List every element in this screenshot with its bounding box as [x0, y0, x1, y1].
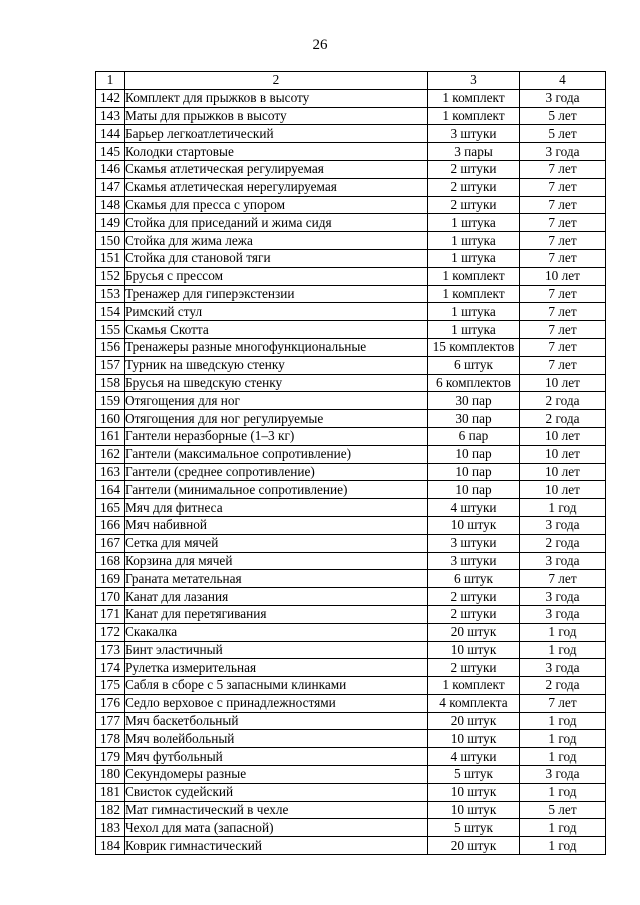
item-quantity: 3 штуки — [428, 125, 520, 143]
table-row — [96, 499, 606, 517]
item-name: Скакалка — [125, 623, 428, 641]
table-row — [96, 481, 606, 499]
row-number: 161 — [96, 427, 125, 445]
row-number: 176 — [96, 694, 125, 712]
item-service-life: 7 лет — [520, 285, 606, 303]
row-number: 157 — [96, 356, 125, 374]
item-service-life: 7 лет — [520, 178, 606, 196]
item-name: Маты для прыжков в высоту — [125, 107, 428, 125]
table-row — [96, 534, 606, 552]
row-number: 162 — [96, 445, 125, 463]
row-number: 184 — [96, 837, 125, 855]
item-quantity: 2 штуки — [428, 659, 520, 677]
item-service-life: 7 лет — [520, 196, 606, 214]
item-quantity: 4 штуки — [428, 748, 520, 766]
item-name: Сетка для мячей — [125, 534, 428, 552]
table-row — [96, 641, 606, 659]
table-row — [96, 801, 606, 819]
item-quantity: 10 пар — [428, 481, 520, 499]
item-name: Стойка для приседаний и жима сидя — [125, 214, 428, 232]
item-service-life: 1 год — [520, 623, 606, 641]
item-quantity: 20 штук — [428, 623, 520, 641]
item-service-life: 10 лет — [520, 427, 606, 445]
row-number: 153 — [96, 285, 125, 303]
item-quantity: 1 штука — [428, 249, 520, 267]
item-quantity: 10 штук — [428, 783, 520, 801]
row-number: 155 — [96, 321, 125, 339]
item-name: Канат для перетягивания — [125, 605, 428, 623]
item-quantity: 1 комплект — [428, 677, 520, 695]
table-row — [96, 694, 606, 712]
table-row — [96, 196, 606, 214]
item-name: Свисток судейский — [125, 783, 428, 801]
header-cell-2: 2 — [125, 72, 428, 90]
row-number: 160 — [96, 410, 125, 428]
item-name: Комплект для прыжков в высоту — [125, 89, 428, 107]
item-name: Мяч для фитнеса — [125, 499, 428, 517]
item-service-life: 10 лет — [520, 481, 606, 499]
item-service-life: 3 года — [520, 588, 606, 606]
item-name: Скамья для пресса с упором — [125, 196, 428, 214]
row-number: 143 — [96, 107, 125, 125]
item-name: Отягощения для ног регулируемые — [125, 410, 428, 428]
item-service-life: 10 лет — [520, 445, 606, 463]
item-name: Скамья Скотта — [125, 321, 428, 339]
table-row — [96, 107, 606, 125]
page-number: 26 — [312, 37, 328, 53]
item-service-life: 10 лет — [520, 463, 606, 481]
table-row — [96, 143, 606, 161]
equipment-table — [95, 71, 606, 855]
item-service-life: 2 года — [520, 677, 606, 695]
row-number: 175 — [96, 677, 125, 695]
item-quantity: 6 комплектов — [428, 374, 520, 392]
item-name: Мяч волейбольный — [125, 730, 428, 748]
row-number: 180 — [96, 766, 125, 784]
item-service-life: 10 лет — [520, 267, 606, 285]
item-service-life: 1 год — [520, 499, 606, 517]
item-service-life: 1 год — [520, 748, 606, 766]
item-service-life: 5 лет — [520, 801, 606, 819]
table-row — [96, 374, 606, 392]
row-number: 144 — [96, 125, 125, 143]
table-row — [96, 570, 606, 588]
item-name: Секундомеры разные — [125, 766, 428, 784]
item-name: Рулетка измерительная — [125, 659, 428, 677]
table-row — [96, 356, 606, 374]
item-quantity: 1 штука — [428, 303, 520, 321]
item-name: Гантели (среднее сопротивление) — [125, 463, 428, 481]
item-quantity: 4 комплекта — [428, 694, 520, 712]
item-name: Мяч футбольный — [125, 748, 428, 766]
item-quantity: 2 штуки — [428, 588, 520, 606]
item-name: Брусья с прессом — [125, 267, 428, 285]
item-quantity: 6 штук — [428, 570, 520, 588]
item-service-life: 1 год — [520, 837, 606, 855]
item-name: Отягощения для ног — [125, 392, 428, 410]
item-quantity: 10 штук — [428, 516, 520, 534]
item-quantity: 3 штуки — [428, 552, 520, 570]
table-row — [96, 588, 606, 606]
row-number: 173 — [96, 641, 125, 659]
item-quantity: 3 пары — [428, 143, 520, 161]
item-quantity: 1 штука — [428, 232, 520, 250]
table-row — [96, 605, 606, 623]
item-quantity: 1 комплект — [428, 285, 520, 303]
row-number: 166 — [96, 516, 125, 534]
item-service-life: 1 год — [520, 730, 606, 748]
table-row — [96, 552, 606, 570]
item-name: Седло верховое с принадлежностями — [125, 694, 428, 712]
item-name: Канат для лазания — [125, 588, 428, 606]
item-service-life: 2 года — [520, 534, 606, 552]
item-quantity: 2 штуки — [428, 178, 520, 196]
item-quantity: 10 штук — [428, 641, 520, 659]
item-name: Чехол для мата (запасной) — [125, 819, 428, 837]
item-name: Скамья атлетическая нерегулируемая — [125, 178, 428, 196]
item-service-life: 2 года — [520, 392, 606, 410]
row-number: 170 — [96, 588, 125, 606]
item-service-life: 5 лет — [520, 125, 606, 143]
item-service-life: 7 лет — [520, 303, 606, 321]
table-row — [96, 249, 606, 267]
header-cell-1: 1 — [96, 72, 125, 90]
row-number: 159 — [96, 392, 125, 410]
table-row — [96, 712, 606, 730]
item-quantity: 10 штук — [428, 801, 520, 819]
item-quantity: 15 комплектов — [428, 338, 520, 356]
row-number: 154 — [96, 303, 125, 321]
table-row — [96, 783, 606, 801]
item-name: Гантели (минимальное сопротивление) — [125, 481, 428, 499]
item-service-life: 3 года — [520, 89, 606, 107]
table-row — [96, 766, 606, 784]
item-quantity: 5 штук — [428, 819, 520, 837]
item-service-life: 3 года — [520, 766, 606, 784]
table-row — [96, 410, 606, 428]
item-service-life: 5 лет — [520, 107, 606, 125]
table-row — [96, 463, 606, 481]
item-quantity: 2 штуки — [428, 196, 520, 214]
item-service-life: 1 год — [520, 783, 606, 801]
item-name: Бинт эластичный — [125, 641, 428, 659]
row-number: 171 — [96, 605, 125, 623]
table-row — [96, 427, 606, 445]
item-name: Тренажер для гиперэкстензии — [125, 285, 428, 303]
item-quantity: 2 штуки — [428, 605, 520, 623]
table-row — [96, 303, 606, 321]
item-service-life: 7 лет — [520, 232, 606, 250]
item-name: Стойка для жима лежа — [125, 232, 428, 250]
row-number: 169 — [96, 570, 125, 588]
table-row — [96, 89, 606, 107]
item-quantity: 2 штуки — [428, 160, 520, 178]
row-number: 148 — [96, 196, 125, 214]
row-number: 167 — [96, 534, 125, 552]
row-number: 183 — [96, 819, 125, 837]
item-name: Мяч набивной — [125, 516, 428, 534]
table-row — [96, 837, 606, 855]
table-row — [96, 285, 606, 303]
item-name: Колодки стартовые — [125, 143, 428, 161]
table-row — [96, 160, 606, 178]
table-row — [96, 321, 606, 339]
row-number: 172 — [96, 623, 125, 641]
table-row — [96, 232, 606, 250]
item-service-life: 1 год — [520, 712, 606, 730]
row-number: 164 — [96, 481, 125, 499]
item-name: Барьер легкоатлетический — [125, 125, 428, 143]
item-name: Стойка для становой тяги — [125, 249, 428, 267]
row-number: 150 — [96, 232, 125, 250]
row-number: 146 — [96, 160, 125, 178]
item-name: Сабля в сборе с 5 запасными клинками — [125, 677, 428, 695]
item-service-life: 7 лет — [520, 160, 606, 178]
row-number: 147 — [96, 178, 125, 196]
row-number: 163 — [96, 463, 125, 481]
table-row — [96, 623, 606, 641]
row-number: 151 — [96, 249, 125, 267]
item-name: Коврик гимнастический — [125, 837, 428, 855]
item-quantity: 10 пар — [428, 445, 520, 463]
item-service-life: 3 года — [520, 552, 606, 570]
row-number: 156 — [96, 338, 125, 356]
row-number: 165 — [96, 499, 125, 517]
item-service-life: 3 года — [520, 143, 606, 161]
item-name: Корзина для мячей — [125, 552, 428, 570]
item-name: Тренажеры разные многофункциональные — [125, 338, 428, 356]
table-row — [96, 748, 606, 766]
item-name: Брусья на шведскую стенку — [125, 374, 428, 392]
item-quantity: 5 штук — [428, 766, 520, 784]
row-number: 152 — [96, 267, 125, 285]
item-quantity: 4 штуки — [428, 499, 520, 517]
item-quantity: 20 штук — [428, 712, 520, 730]
table-row — [96, 516, 606, 534]
item-name: Гантели (максимальное сопротивление) — [125, 445, 428, 463]
item-service-life: 3 года — [520, 605, 606, 623]
table-row — [96, 214, 606, 232]
table-row — [96, 659, 606, 677]
item-service-life: 7 лет — [520, 249, 606, 267]
item-quantity: 1 комплект — [428, 267, 520, 285]
item-name: Турник на шведскую стенку — [125, 356, 428, 374]
item-name: Граната метательная — [125, 570, 428, 588]
item-quantity: 20 штук — [428, 837, 520, 855]
item-quantity: 1 комплект — [428, 89, 520, 107]
table-row — [96, 178, 606, 196]
item-quantity: 6 пар — [428, 427, 520, 445]
table-row — [96, 392, 606, 410]
item-quantity: 1 штука — [428, 321, 520, 339]
item-service-life: 10 лет — [520, 374, 606, 392]
table-row — [96, 730, 606, 748]
row-number: 182 — [96, 801, 125, 819]
row-number: 178 — [96, 730, 125, 748]
table-row — [96, 125, 606, 143]
row-number: 179 — [96, 748, 125, 766]
item-quantity: 30 пар — [428, 392, 520, 410]
row-number: 142 — [96, 89, 125, 107]
item-quantity: 1 комплект — [428, 107, 520, 125]
item-quantity: 10 пар — [428, 463, 520, 481]
item-service-life: 1 год — [520, 641, 606, 659]
table-row — [96, 677, 606, 695]
item-quantity: 1 штука — [428, 214, 520, 232]
item-service-life: 7 лет — [520, 694, 606, 712]
item-name: Римский стул — [125, 303, 428, 321]
header-cell-4: 4 — [520, 72, 606, 90]
item-service-life: 7 лет — [520, 321, 606, 339]
row-number: 158 — [96, 374, 125, 392]
row-number: 145 — [96, 143, 125, 161]
item-name: Гантели неразборные (1–3 кг) — [125, 427, 428, 445]
equipment-table-body — [96, 72, 606, 855]
row-number: 149 — [96, 214, 125, 232]
table-row — [96, 338, 606, 356]
item-service-life: 7 лет — [520, 214, 606, 232]
item-name: Скамья атлетическая регулируемая — [125, 160, 428, 178]
item-service-life: 7 лет — [520, 338, 606, 356]
table-row — [96, 819, 606, 837]
item-service-life: 3 года — [520, 516, 606, 534]
row-number: 181 — [96, 783, 125, 801]
item-quantity: 30 пар — [428, 410, 520, 428]
row-number: 177 — [96, 712, 125, 730]
item-quantity: 3 штуки — [428, 534, 520, 552]
item-service-life: 3 года — [520, 659, 606, 677]
item-service-life: 1 год — [520, 819, 606, 837]
header-cell-3: 3 — [428, 72, 520, 90]
row-number: 174 — [96, 659, 125, 677]
item-service-life: 7 лет — [520, 570, 606, 588]
item-name: Мат гимнастический в чехле — [125, 801, 428, 819]
item-quantity: 6 штук — [428, 356, 520, 374]
table-header-row — [96, 72, 606, 90]
item-name: Мяч баскетбольный — [125, 712, 428, 730]
table-row — [96, 445, 606, 463]
item-service-life: 7 лет — [520, 356, 606, 374]
item-quantity: 10 штук — [428, 730, 520, 748]
table-row — [96, 267, 606, 285]
item-service-life: 2 года — [520, 410, 606, 428]
row-number: 168 — [96, 552, 125, 570]
